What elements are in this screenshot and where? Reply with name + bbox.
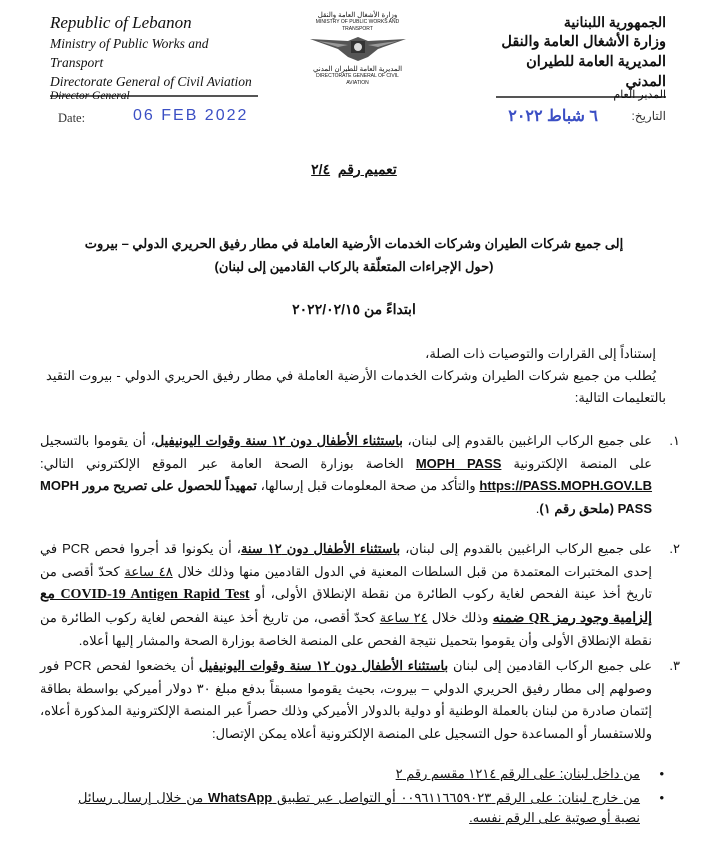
item-text <box>78 790 640 825</box>
logo-en-top: MINISTRY OF PUBLIC WORKS AND TRANSPORT <box>315 19 400 32</box>
emphasized-text: باستثناء الأطفال دون ١٢ سنة وقوات اليونيفيل <box>154 433 403 448</box>
circular-title-label: تعميم رقم <box>337 161 397 177</box>
republic-name-ar: الجمهورية اللبنانية <box>563 14 666 30</box>
intro-line-1: إستناداً إلى القرارات والتوصيات ذات الصلة، <box>425 346 656 361</box>
intro-paragraph <box>46 343 666 409</box>
effective-date: ابتداءً من ٢٠٢٢/٠٢/١٥ <box>292 301 416 317</box>
contact-list <box>78 764 668 832</box>
emphasized-text: من خلال إرسال رسائل نصية أو صوتية على الرقم نفسه. <box>78 790 640 825</box>
emphasized-text: من داخل لبنان: على الرقم ١٢١٤ مقسم رقم ٢ <box>395 766 640 781</box>
logo-ar-bottom: المديرية العامة للطيران المدني <box>312 66 403 73</box>
text-segment: وذلك خلال <box>427 609 493 625</box>
text-segment: . <box>535 500 540 516</box>
date-label-ar: التاريخ: <box>631 109 666 123</box>
item-text <box>396 766 640 781</box>
emphasized-text: ٢٤ ساعة <box>379 609 428 625</box>
item-number: ٣. <box>669 658 680 673</box>
director-general-en: Director General <box>50 90 130 102</box>
text-segment: والتأكد من صحة المعلومات قبل إرسالها، <box>256 478 480 493</box>
contact-inside-lebanon <box>78 764 668 784</box>
item-text <box>40 655 652 745</box>
instruction-item-3 <box>40 655 680 745</box>
circular-number: ٢/٤ <box>311 161 331 177</box>
director-general-ar: المدير العام <box>613 89 666 101</box>
text-segment: كحدّ أقصى، من تاريخ أخذ عينة الفحص لغاية ركوب الطائرة من نقطة الإنطلاق الأولى وأن يقوموا بتحميل نتيجة الفحص على المنصة الخاصة بوزارة الصحة والمشار إليها أعلاه. <box>40 609 652 648</box>
emphasized-text: من خارج لبنان: على الرقم ٠٠٩٦١١٦٦٥٩٠٢٣ أو التواصل عبر تطبيق <box>272 790 641 805</box>
subject: (حول الإجراءات المتعلّقة بالركاب القادمين إلى لبنان) <box>214 259 494 274</box>
emphasized-text: باستثناء الأطفال دون ١٢ سنة <box>240 541 401 556</box>
item-text <box>40 538 652 653</box>
text-segment: أن يخضعوا لفحص PCR فور وصولهم إلى مطار رفيق الحريري الدولي – بيروت، بحيث يقوموا مسبقاً بدفع مبلغ ٣٠ دولار أميركي بواسطة بطاقة إئتمان صادرة من لبنان بالعملة الوطنية أو دولية بالدولار الأميركي وذلك حصراً عبر المنصة الإلكترونية المذكورة أعلاه، وللاستفسار أو المساعدة حول التسجيل على المنصة الإلكترونية أعلاه يمكن الإتصال: <box>40 658 652 741</box>
addressee: إلى جميع شركات الطيران وشركات الخدمات الأرضية العاملة في مطار رفيق الحريري الدولي – بيروت <box>84 236 624 251</box>
emphasized-text: COVID-19 Antigen Rapid Test مع إلزامية وجود رمز QR ضمنه <box>40 587 652 626</box>
emphasized-text: تمهيداً للحصول على تصريح مرور MOPH PASS (ملحق رقم ١) <box>40 478 652 516</box>
text-segment: كحدّ أقصى من تاريخ أخذ عينة الفحص لغاية ركوب الطائرة من نقطة الإنطلاق الأولى، أو <box>40 563 653 601</box>
letterhead-english <box>50 12 258 97</box>
item-number: ٢. <box>669 541 680 556</box>
bullet-icon: • <box>659 766 664 781</box>
text-segment: ، أن يقوموا بالتسجيل على المنصة الإلكترونية <box>40 433 652 471</box>
emphasized-text: WhatsApp <box>207 790 273 805</box>
logo-en-bottom: DIRECTORATE GENERAL OF CIVIL AVIATION <box>316 73 399 86</box>
ministry-name-ar: وزارة الأشغال العامة والنقل <box>501 34 666 50</box>
winged-emblem-icon <box>308 33 408 63</box>
text-segment: ، أن يكونوا قد أجروا فحص PCR في إحدى المختبرات المعتمدة من قبل السلطات المعنية في الدول القادمين منها وذلك خلال <box>40 541 652 579</box>
ministry-logo <box>305 12 410 87</box>
text-segment: الخاصة بوزارة الصحة العامة عبر الموقع الإلكتروني التالي: <box>40 455 416 471</box>
bullet-icon: • <box>659 790 664 805</box>
date-stamp-ar: ٦ شباط ٢٠٢٢ <box>508 108 598 125</box>
instruction-item-2 <box>40 538 680 653</box>
item-text <box>40 430 652 520</box>
emphasized-text: MOPH PASS <box>415 455 502 471</box>
ministry-name-en: Ministry of Public Works and Transport <box>50 36 209 70</box>
directorate-name-en: Directorate General of Civil Aviation <box>50 74 252 89</box>
text-segment: على جميع الركاب الراغبين بالقدوم إلى لبنان، <box>402 433 652 448</box>
circular-title <box>0 161 708 178</box>
logo-ar-top: وزارة الأشغال العامة والنقل <box>317 12 398 19</box>
item-number: ١. <box>669 433 680 448</box>
emphasized-text: ٤٨ ساعة <box>124 563 173 579</box>
text-segment: على جميع الركاب الراغبين بالقدوم إلى لبنان، <box>400 541 652 556</box>
contact-outside-lebanon <box>78 788 668 828</box>
emphasized-text: https://PASS.MOPH.GOV.LB <box>479 478 653 493</box>
date-stamp-en: 06 FEB 2022 <box>133 107 249 124</box>
date-label-en: Date: <box>58 111 86 125</box>
intro-line-2: يُطلب من جميع شركات الطيران وشركات الخدمات الأرضية العاملة في مطار رفيق الحريري الدولي - بيروت التقيد بالتعليمات التالية: <box>46 368 666 405</box>
directorate-name-ar: المديرية العامة للطيران المدني <box>526 54 666 90</box>
text-segment: على جميع الركاب القادمين إلى لبنان <box>448 658 653 673</box>
letterhead-arabic <box>496 12 666 98</box>
republic-name-en: Republic of Lebanon <box>50 13 192 32</box>
instruction-item-1 <box>40 430 680 520</box>
emphasized-text: باستثناء الأطفال دون ١٢ سنة وقوات اليونيفيل <box>198 658 449 673</box>
